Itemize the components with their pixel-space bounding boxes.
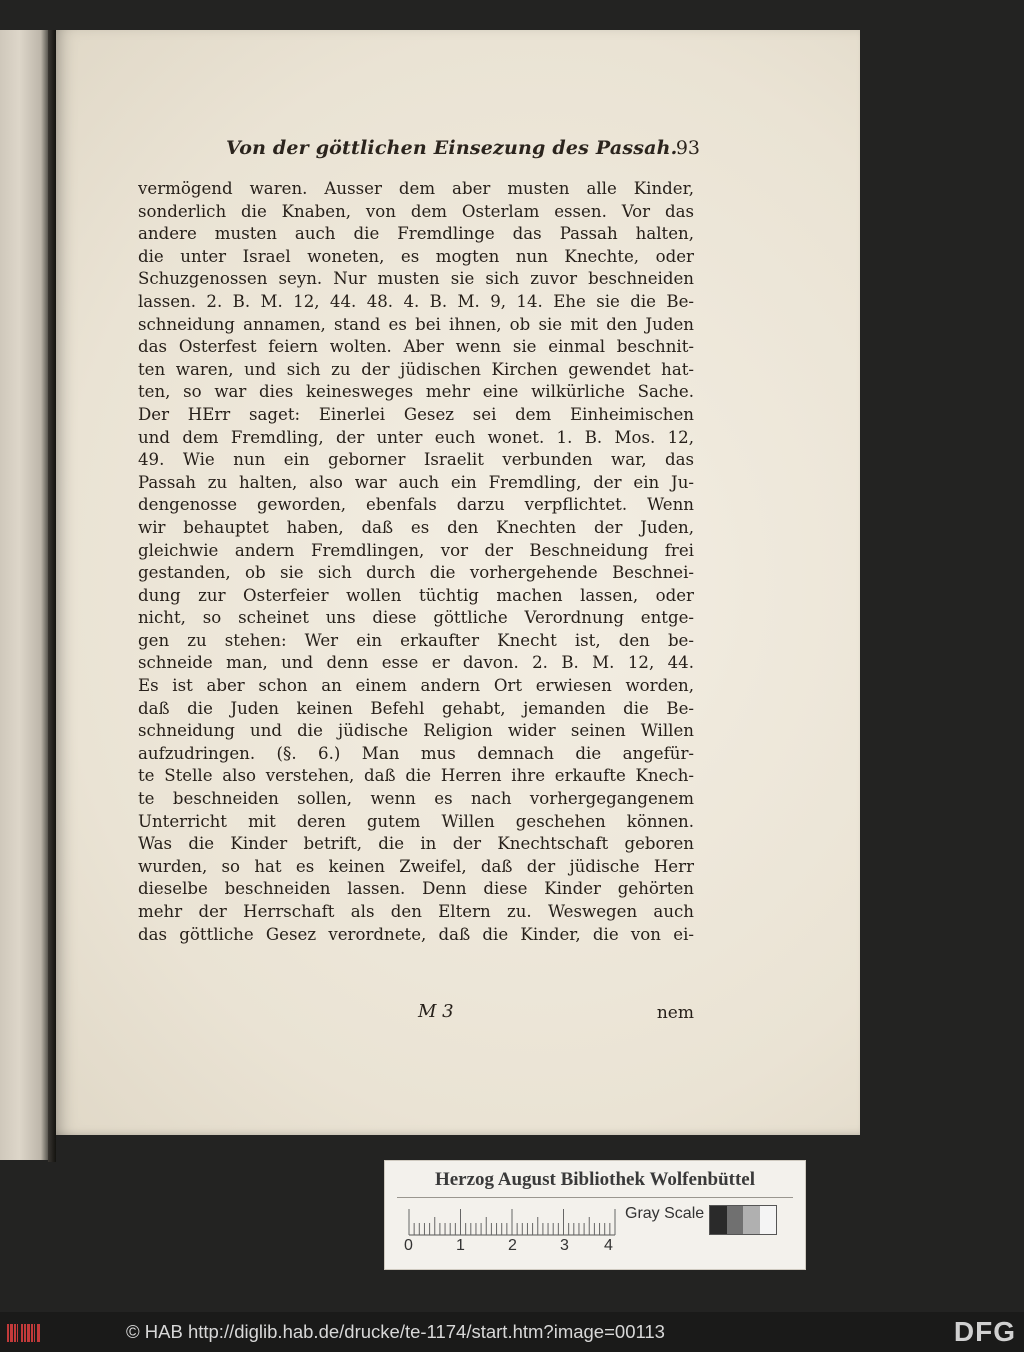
grayscale-swatch <box>760 1206 777 1234</box>
text-line: und dem Fremdling, der unter euch wonet. 1. B. Mos. 12, <box>138 427 694 447</box>
text-line: dengenosse geworden, ebenfals darzu verpflichtet. Wenn <box>138 495 694 515</box>
text-line: lassen. 2. B. M. 12, 44. 48. 4. B. M. 9, 14. Ehe sie die Be- <box>138 291 694 311</box>
text-line: das Osterfest feiern wolten. Aber wenn sie einmal beschnit- <box>138 337 694 357</box>
text-line: schneide man, und denn esse er davon. 2. B. M. 12, 44. <box>138 653 694 673</box>
dfg-logo: DFG <box>953 1316 1016 1347</box>
text-line: Passah zu halten, also war auch ein Fremdling, der ein Ju- <box>138 472 694 492</box>
grayscale-swatch <box>727 1206 744 1234</box>
text-line: daß die Juden keinen Befehl gehabt, jemanden die Be- <box>138 698 694 718</box>
text-line: Was die Kinder betrift, die in der Knechtschaft geboren <box>138 834 694 854</box>
ruler-label: 1 <box>456 1237 465 1254</box>
ruler-label: 2 <box>508 1237 517 1254</box>
text-line: vermögend waren. Ausser dem aber musten alle Kinder, <box>138 179 694 198</box>
signature-mark: M 3 <box>418 1001 454 1022</box>
facing-page-edge <box>0 30 48 1160</box>
text-line: dung zur Osterfeier wollen tüchtig machen lassen, oder <box>138 585 694 605</box>
page-body-text <box>138 178 694 946</box>
grayscale-swatch <box>710 1206 727 1234</box>
text-line: ten waren, und sich zu der jüdischen Kirchen gewendet hat- <box>138 359 694 379</box>
text-line: nicht, so scheinet uns diese göttliche Verordnung entge- <box>138 608 694 628</box>
text-line: sonderlich die Knaben, von dem Osterlam essen. Vor das <box>138 201 694 221</box>
text-line: mehr der Herrschaft als den Eltern zu. Weswegen auch <box>138 902 694 921</box>
text-line: ten, so war dies keinesweges mehr eine wilkürliche Sache. <box>138 382 694 402</box>
text-line: 49. Wie nun ein geborner Israelit verbunden war, das <box>138 450 694 470</box>
status-bar <box>0 1312 1024 1352</box>
hab-barcode-icon <box>6 1322 50 1344</box>
text-line: Unterricht mit deren gutem Willen geschehen können. <box>138 811 694 831</box>
ruler-icon <box>407 1205 617 1237</box>
running-title: Von der göttlichen Einsezung des Passah. <box>226 137 678 159</box>
text-line: aufzudringen. (§. 6.) Man mus demnach die angefür- <box>138 743 694 763</box>
text-line: gleichwie andern Fremdlingen, vor der Beschneidung frei <box>138 540 694 560</box>
scale-divider <box>397 1197 793 1198</box>
text-line: schneidung annamen, stand es bei ihnen, ob sie mit den Juden <box>138 314 694 334</box>
ruler-label: 3 <box>560 1237 569 1254</box>
text-line: te beschneiden sollen, wenn es nach vorhergegangenem <box>138 789 694 809</box>
grayscale-swatch-bar <box>709 1205 777 1235</box>
text-line: andere musten auch die Fremdlinge das Passah halten, <box>138 224 694 244</box>
text-line: wir behauptet haben, daß es den Knechten der Juden, <box>138 517 694 537</box>
page-number: 93 <box>675 137 700 159</box>
book-gutter <box>48 30 56 1162</box>
copyright-link[interactable]: © HAB http://diglib.hab.de/drucke/te-1174/start.htm?image=00113 <box>126 1321 665 1342</box>
text-line: wurden, so hat es keinen Zweifel, daß der jüdische Herr <box>138 856 694 876</box>
text-line: das göttliche Gesez verordnete, daß die Kinder, die von ei- <box>138 924 694 944</box>
text-line: die unter Israel woneten, es mogten nun Knechte, oder <box>138 246 694 266</box>
text-line: Schuzgenossen seyn. Nur musten sie sich zuvor beschneiden <box>138 269 694 289</box>
page-footer <box>138 1001 694 1027</box>
catchword: nem <box>656 1003 694 1023</box>
text-line: schneidung und die jüdische Religion wider seinen Willen <box>138 721 694 741</box>
ruler-label: 4 <box>604 1237 613 1254</box>
library-name: Herzog August Bibliothek Wolfenbüttel <box>434 1169 756 1190</box>
page-header <box>126 137 700 167</box>
text-line: dieselbe beschneiden lassen. Denn diese Kinder gehörten <box>138 879 694 899</box>
color-scale-card <box>384 1160 806 1270</box>
text-line: te Stelle also verstehen, daß die Herren ihre erkaufte Knech- <box>138 766 694 786</box>
text-line: gestanden, ob sie sich durch die vorhergehende Beschnei- <box>138 563 694 583</box>
text-line: Es ist aber schon an einem andern Ort erwiesen worden, <box>138 676 694 696</box>
grayscale-swatch <box>743 1206 760 1234</box>
grayscale-label: Gray Scale <box>625 1205 705 1222</box>
text-line: Der HErr saget: Einerlei Gesez sei dem Einheimischen <box>138 404 694 424</box>
ruler-label: 0 <box>404 1237 413 1254</box>
text-line: gen zu stehen: Wer ein erkaufter Knecht ist, den be- <box>138 630 694 650</box>
